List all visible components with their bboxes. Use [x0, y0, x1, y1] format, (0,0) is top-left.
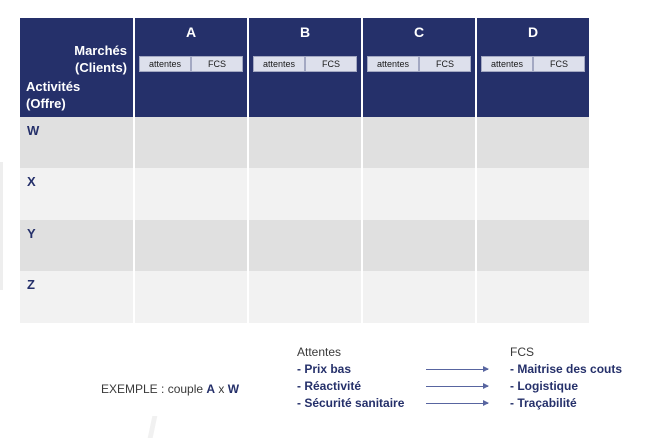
matrix-row-w	[20, 117, 589, 168]
matrix-cell	[476, 117, 589, 168]
column-header-b	[248, 18, 362, 117]
row-label: Z	[20, 271, 134, 323]
activities-line2: (Offre)	[26, 96, 66, 111]
column-header-c	[362, 18, 476, 117]
example-activity: W	[227, 382, 240, 396]
subheader-attentes: attentes	[139, 56, 191, 72]
matrix-cell	[134, 271, 248, 323]
column-letter: B	[299, 24, 311, 40]
matrix-cell	[476, 168, 589, 220]
matrix-cell	[134, 117, 248, 168]
matrix-cell	[134, 168, 248, 220]
markets-line1: Marchés	[74, 43, 127, 58]
example-prefix: EXEMPLE : couple	[101, 382, 207, 396]
matrix-row-z	[20, 271, 589, 323]
example-market: A	[206, 382, 216, 396]
matrix-cell	[476, 220, 589, 271]
matrix-cell	[362, 271, 476, 323]
column-header-d	[476, 18, 589, 117]
row-label: Y	[20, 220, 134, 271]
header-row	[20, 18, 589, 117]
attentes-title: Attentes	[297, 345, 342, 359]
matrix-cell	[248, 168, 362, 220]
matrix-row-x	[20, 168, 589, 220]
column-header-a	[134, 18, 248, 117]
attentes-block	[297, 344, 404, 412]
subheader-attentes: attentes	[481, 56, 533, 72]
matrix-cell	[362, 168, 476, 220]
fcs-item: - Maitrise des couts	[510, 362, 623, 376]
fcs-title: FCS	[510, 345, 534, 359]
row-label: W	[20, 117, 134, 168]
subheader-fcs: FCS	[305, 56, 357, 72]
column-letter: A	[185, 24, 197, 40]
corner-cell	[20, 18, 134, 117]
example-times: x	[215, 382, 228, 396]
matrix-cell	[362, 220, 476, 271]
attentes-item: - Sécurité sanitaire	[297, 396, 405, 410]
arrow-right-icon	[426, 403, 488, 404]
markets-line2: (Clients)	[75, 60, 127, 75]
decorative-slash	[148, 416, 158, 438]
matrix-cell	[362, 117, 476, 168]
attentes-item: - Prix bas	[297, 362, 352, 376]
left-edge-mark	[0, 162, 3, 290]
attentes-item: - Réactivité	[297, 379, 362, 393]
fcs-item: - Logistique	[510, 379, 578, 393]
matrix-cell	[476, 271, 589, 323]
fcs-item: - Traçabilité	[510, 396, 577, 410]
subheader-attentes: attentes	[367, 56, 419, 72]
activities-line1: Activités	[26, 79, 81, 94]
row-label: X	[20, 168, 134, 220]
subheader-fcs: FCS	[191, 56, 243, 72]
arrow-right-icon	[426, 369, 488, 370]
matrix-cell	[134, 220, 248, 271]
matrix-cell	[248, 117, 362, 168]
matrix-cell	[248, 271, 362, 323]
example-caption	[101, 382, 239, 396]
matrix-row-y	[20, 220, 589, 271]
fcs-block	[510, 344, 622, 412]
subheader-attentes: attentes	[253, 56, 305, 72]
markets-label	[74, 42, 127, 76]
matrix-cell	[248, 220, 362, 271]
column-letter: D	[527, 24, 539, 40]
column-letter: C	[413, 24, 425, 40]
activities-label	[26, 78, 80, 112]
subheader-fcs: FCS	[533, 56, 585, 72]
markets-activities-matrix	[20, 18, 589, 323]
arrow-right-icon	[426, 386, 488, 387]
subheader-fcs: FCS	[419, 56, 471, 72]
